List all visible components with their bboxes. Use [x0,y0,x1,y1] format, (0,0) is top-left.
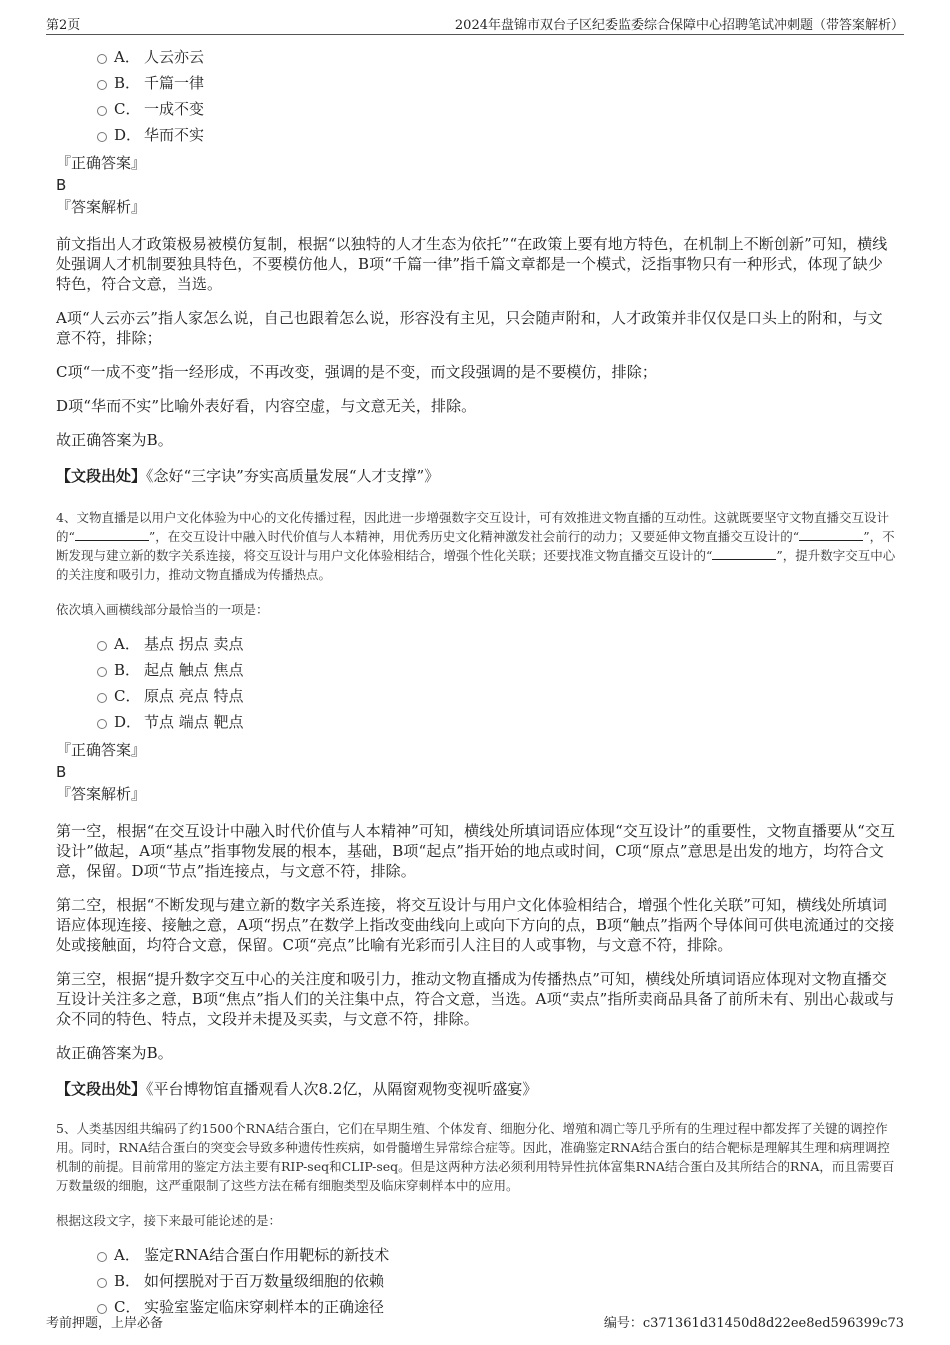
source-text: 《平台博物馆直播观看人次8.2亿，从隔窗观物变视听盛宴》 [146,1080,538,1098]
q5-options [56,1242,896,1320]
footer-slogan: 考前押题，上岸必备 [46,1316,164,1331]
option-c[interactable]: C． 原点 亮点 特点 [56,683,896,709]
analysis-paragraph: 第三空，根据“提升数字交互中心的关注度和吸引力，推动文物直播成为传播热点”可知，横线处所填词语应体现对文物直播交互设计关注多之意，B项“焦点”指人们的关注集中点，符合文意，当选。A项“卖点”指所卖商品具备了前所未有、别出心裁或与众不同的特色、特点，文段并未提及买卖，与文意不符，排除。 [56,970,895,1028]
fill-blank [712,547,776,560]
analysis-paragraph: 故正确答案为B。 [56,431,173,449]
option-c[interactable]: C． 一成不变 [56,96,896,122]
analysis-paragraph: A项“人云亦云”指人家怎么说，自己也跟着怎么说，形容没有主见，只会随声附和，人才政策并非仅仅是口头上的附和，与文意不符，排除； [56,309,883,347]
answer-value: B [56,176,67,194]
source-line [56,1079,896,1099]
radio-icon[interactable] [97,693,107,703]
document-title: 2024年盘锦市双台子区纪委监委综合保障中心招聘笔试冲刺题（带答案解析） [454,18,904,33]
page-header [46,12,904,35]
source-label: 【文段出处】 [56,1080,147,1098]
answer-value: B [56,763,67,781]
answer-label: 『正确答案』 [56,154,147,172]
radio-icon[interactable] [97,667,107,677]
option-b[interactable]: B． 千篇一律 [56,70,896,96]
radio-icon[interactable] [97,80,107,90]
source-label: 【文段出处】 [56,467,147,485]
option-a[interactable]: A． 鉴定RNA结合蛋白作用靶标的新技术 [56,1242,896,1268]
source-text: 《念好“三字诀”夯实高质量发展“人才支撑”》 [146,467,440,485]
question-hint: 依次填入画横线部分最恰当的一项是： [56,602,269,617]
q4-options [56,631,896,735]
analysis-paragraph: C项“一成不变”指一经形成，不再改变，强调的是不变，而文段强调的是不要模仿，排除； [56,363,657,381]
radio-icon[interactable] [97,641,107,651]
option-a[interactable]: A． 基点 拐点 卖点 [56,631,896,657]
q3-options [56,44,896,148]
option-d[interactable]: D． 华而不实 [56,122,896,148]
option-b[interactable]: B． 如何摆脱对于百万数量级细胞的依赖 [56,1268,896,1294]
fill-blank [799,528,863,541]
fill-blank [75,528,149,541]
option-b[interactable]: B． 起点 触点 焦点 [56,657,896,683]
analysis-paragraph: 前文指出人才政策极易被模仿复制，根据“以独特的人才生态为依托”“在政策上要有地方特色，在机制上不断创新”可知，横线处强调人才机制要独具特色，不要模仿他人，B项“千篇一律”指千篇文章都是一个模式，泛指事物只有一种形式，体现了缺少特色，符合文意，当选。 [56,235,888,293]
source-line [56,466,896,486]
analysis-paragraph: 故正确答案为B。 [56,1044,173,1062]
option-c[interactable]: C． 实验室鉴定临床穿刺样本的正确途径 [56,1294,896,1320]
option-a[interactable]: A． 人云亦云 [56,44,896,70]
radio-icon[interactable] [97,132,107,142]
answer-label: 『正确答案』 [56,741,147,759]
analysis-paragraph: D项“华而不实”比喻外表好看，内容空虚，与文意无关，排除。 [56,397,477,415]
analysis-paragraph: 第一空，根据“在交互设计中融入时代价值与人本精神”可知，横线处所填词语应体现“交互设计”的重要性，文物直播要从“交互设计”做起，A项“基点”指事物发展的根本，基础，B项“起点”指开始的地点或时间，C项“原点”意思是出发的地方，均符合文意，保留。D项“节点”指连接点，与文意不符，排除。 [56,822,896,880]
question-stem: 4、文物直播是以用户文化体验为中心的文化传播过程，因此进一步增强数字交互设计，可有效推进文物直播的互动性。这就既要坚守文物直播交互设计的“ ”，在交互设计中融入时代价值与人本精神，用优秀历史文化精神激发社会前行的动力；又要延伸文物直播交互设计的“ ”，不断发现与建立新的数字关系连接，将交互设计与用户文化体验相结合，增强个性化关联；还要找准文物直播交互设计的“ ”，提升数字交互中心的关注度和吸引力，推动文物直播成为传播热点。 [56,510,896,582]
radio-icon[interactable] [97,106,107,116]
option-d[interactable]: D． 节点 端点 靶点 [56,709,896,735]
radio-icon[interactable] [97,1278,107,1288]
radio-icon[interactable] [97,1252,107,1262]
analysis-label: 『答案解析』 [56,785,147,803]
analysis-label: 『答案解析』 [56,198,147,216]
page-number: 第2页 [46,18,81,33]
document-id: 编号：c371361d31450d8d22ee8ed596399c73 [603,1316,904,1331]
question-hint: 根据这段文字，接下来最可能论述的是： [56,1213,282,1228]
radio-icon[interactable] [97,719,107,729]
question-stem: 5、人类基因组共编码了约1500个RNA结合蛋白，它们在早期生殖、个体发育、细胞分化、增殖和凋亡等几乎所有的生理过程中都发挥了关键的调控作用。同时，RNA结合蛋白的突变会导致多种遗传性疾病，如骨髓增生异常综合症等。因此，准确鉴定RNA结合蛋白的结合靶标是理解其生理和病理调控机制的前提。目前常用的鉴定方法主要有RIP-seq和CLIP-seq。但是这两种方法必须利用特异性抗体富集RNA结合蛋白及其所结合的RNA，而且需要百万数量级的细胞，这严重限制了这些方法在稀有细胞类型及临床穿刺样本中的应用。 [56,1121,895,1193]
analysis-paragraph: 第二空，根据“不断发现与建立新的数字关系连接，将交互设计与用户文化体验相结合，增强个性化关联”可知，横线处所填词语应体现连接、接触之意，A项“拐点”在数学上指改变曲线向上或向下方向的点，B项“触点”指两个导体间可供电流通过的交接处或接触面，均符合文意，保留。C项“亮点”比喻有光彩而引人注目的人或事物，与文意不符，排除。 [56,896,895,954]
document-body [56,44,896,1320]
radio-icon[interactable] [97,54,107,64]
